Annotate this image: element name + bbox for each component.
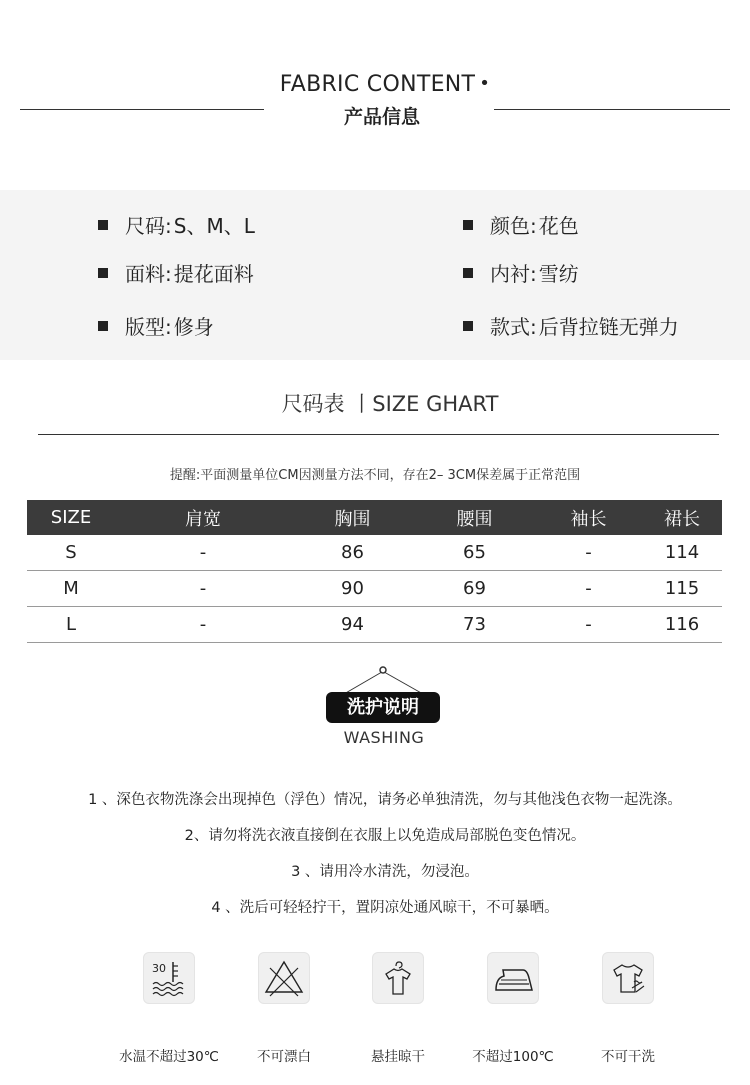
table-header bbox=[27, 500, 722, 535]
info-value: 花色 bbox=[538, 214, 579, 238]
table-cell: 115 bbox=[664, 578, 700, 599]
title-dot: • bbox=[479, 73, 491, 94]
info-label: 颜色: bbox=[490, 214, 537, 238]
header-cell: 肩宽 bbox=[185, 508, 221, 530]
table-cell: 94 bbox=[341, 614, 364, 635]
iron-icon bbox=[487, 952, 539, 1004]
info-value: 修身 bbox=[173, 315, 214, 339]
care-label: 不可干洗 bbox=[601, 1049, 655, 1065]
bullet-icon bbox=[98, 220, 108, 230]
table-cell: 90 bbox=[341, 578, 364, 599]
size-chart-title: 尺码表 丨SIZE GHART bbox=[281, 392, 499, 416]
header-cell: 胸围 bbox=[334, 508, 371, 530]
header-cell: 裙长 bbox=[664, 508, 700, 530]
wash-temp-text: 30 bbox=[152, 962, 166, 975]
info-value: S、M、L bbox=[173, 214, 255, 238]
header-cell: 腰围 bbox=[456, 508, 493, 530]
table-cell: - bbox=[585, 614, 592, 635]
washing-instruction: 4 、洗后可轻轻拧干，置阴凉处通风晾干，不可暴晒。 bbox=[211, 900, 559, 916]
product-info-panel bbox=[0, 190, 750, 360]
bullet-icon bbox=[463, 268, 473, 278]
info-value: 后背拉链无弹力 bbox=[538, 315, 679, 339]
care-label: 水温不超过30℃ bbox=[119, 1049, 219, 1065]
section-title bbox=[0, 72, 750, 97]
table-cell: 116 bbox=[664, 614, 700, 635]
care-label: 悬挂晾干 bbox=[371, 1049, 425, 1065]
bullet-icon bbox=[98, 321, 108, 331]
info-label: 内衬: bbox=[490, 262, 537, 286]
table-cell: 69 bbox=[463, 578, 486, 599]
washing-instruction: 3 、请用冷水清洗，勿浸泡。 bbox=[291, 864, 479, 880]
bullet-icon bbox=[463, 220, 473, 230]
info-lining bbox=[463, 258, 579, 287]
info-style bbox=[463, 311, 679, 340]
table-cell: L bbox=[65, 614, 77, 635]
info-fabric bbox=[98, 258, 254, 287]
info-label: 款式: bbox=[490, 315, 537, 339]
info-value: 提花面料 bbox=[173, 262, 254, 286]
info-color bbox=[463, 210, 579, 239]
washing-subtitle: WASHING bbox=[343, 728, 425, 747]
info-label: 尺码: bbox=[125, 214, 172, 238]
hang-dry-icon bbox=[372, 952, 424, 1004]
info-fit bbox=[98, 311, 214, 340]
washing-instruction: 1 、深色衣物洗涤会出现掉色（浮色）情况，请务必单独清洗，勿与其他浅色衣物一起洗涤。 bbox=[88, 792, 682, 808]
info-label: 版型: bbox=[125, 315, 172, 339]
table-row bbox=[27, 535, 722, 571]
info-size bbox=[98, 210, 255, 239]
table-cell: 114 bbox=[664, 542, 700, 563]
washing-instruction: 2、请勿将洗衣液直接倒在衣服上以免造成局部脱色变色情况。 bbox=[184, 828, 586, 844]
table-cell: S bbox=[65, 542, 77, 563]
care-label: 不超过100℃ bbox=[472, 1049, 554, 1065]
table-cell: - bbox=[585, 542, 592, 563]
header-cell: 袖长 bbox=[570, 508, 607, 530]
care-label: 不可漂白 bbox=[257, 1049, 311, 1065]
no-bleach-icon bbox=[258, 952, 310, 1004]
table-cell: 73 bbox=[463, 614, 486, 635]
size-chart-note: 提醒:平面测量单位CM因测量方法不同，存在2– 3CM保差属于正常范围 bbox=[169, 468, 581, 483]
table-cell: M bbox=[63, 578, 79, 599]
header-cell: SIZE bbox=[50, 507, 92, 528]
size-table bbox=[27, 500, 722, 643]
table-cell: - bbox=[585, 578, 592, 599]
section-title-text: FABRIC CONTENT bbox=[279, 72, 476, 97]
table-cell: 86 bbox=[341, 542, 364, 563]
wash-30-icon bbox=[143, 952, 195, 1004]
size-chart-divider bbox=[38, 434, 719, 435]
no-dry-clean-icon bbox=[602, 952, 654, 1004]
table-cell: - bbox=[199, 542, 207, 563]
table-row bbox=[27, 607, 722, 643]
table-cell: - bbox=[199, 614, 207, 635]
section-subtitle: 产品信息 bbox=[343, 106, 420, 128]
table-cell: - bbox=[199, 578, 207, 599]
info-label: 面料: bbox=[125, 262, 172, 286]
washing-badge: 洗护说明 bbox=[326, 692, 440, 723]
bullet-icon bbox=[98, 268, 108, 278]
bullet-icon bbox=[463, 321, 473, 331]
info-value: 雪纺 bbox=[538, 262, 579, 286]
table-row bbox=[27, 571, 722, 607]
table-cell: 65 bbox=[463, 542, 486, 563]
